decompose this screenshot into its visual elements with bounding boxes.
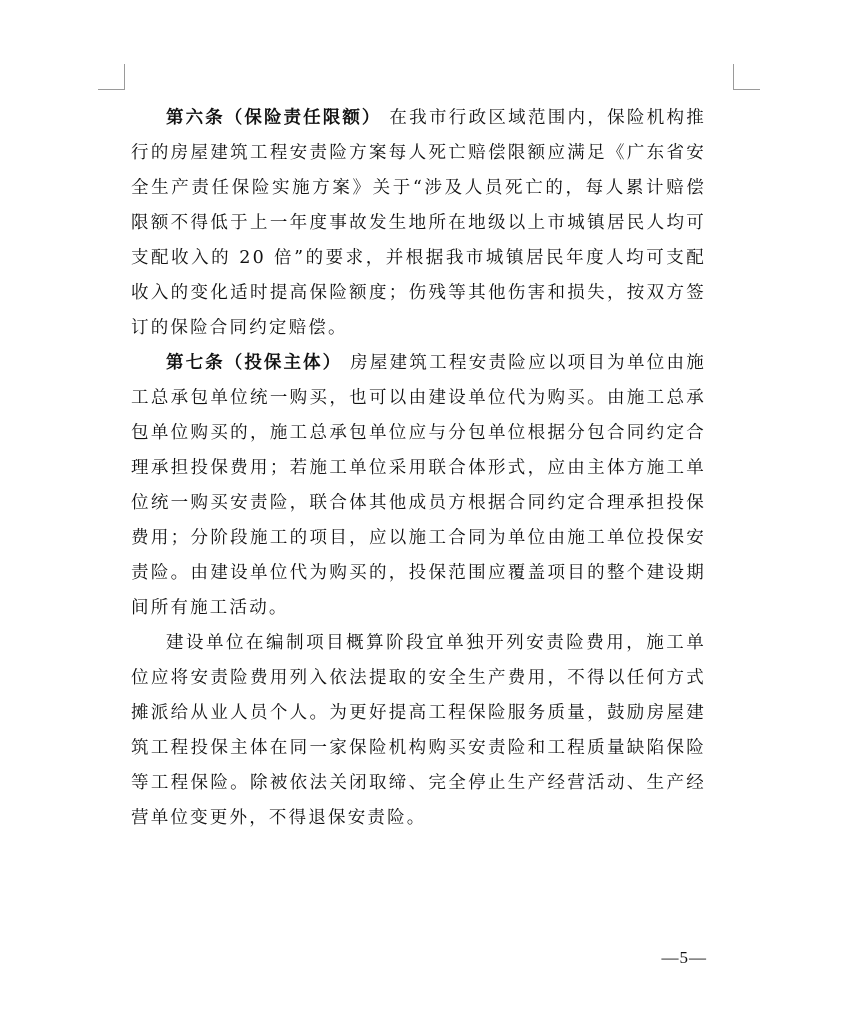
document-body xyxy=(131,101,706,836)
paragraph-article-6 xyxy=(131,101,706,346)
article-7-text: 房屋建筑工程安责险应以项目为单位由施工总承包单位统一购买，也可以由建设单位代为购买。由施工总承包单位购买的，施工总承包单位应与分包单位根据分包合同约定合理承担投保费用；若施工单位采用联合体形式，应由主体方施工单位统一购买安责险，联合体其他成员方根据合同约定合理承担投保费用；分阶段施工的项目，应以施工合同为单位由施工单位投保安责险。由建设单位代为购买的，投保范围应覆盖项目的整个建设期间所有施工活动。 xyxy=(131,353,706,618)
article-6-text: 在我市行政区域范围内，保险机构推行的房屋建筑工程安责险方案每人死亡赔偿限额应满足《广东省安全生产责任保险实施方案》关于“涉及人员死亡的，每人累计赔偿限额不得低于上一年度事故发生地所在地级以上市城镇居民人均可支配收入的 20 倍”的要求，并根据我市城镇居民年度人均可支配收入的变化适时提高保险额度；伤残等其他伤害和损失，按双方签订的保险合同约定赔偿。 xyxy=(131,108,706,338)
construction-unit-text: 建设单位在编制项目概算阶段宜单独开列安责险费用，施工单位应将安责险费用列入依法提取的安全生产费用，不得以任何方式摊派给从业人员个人。为更好提高工程保险服务质量，鼓励房屋建筑工程投保主体在同一家保险机构购买安责险和工程质量缺陷保险等工程保险。除被依法关闭取缔、完全停止生产经营活动、生产经营单位变更外，不得退保安责险。 xyxy=(131,633,706,828)
page-number: —5— xyxy=(661,948,707,967)
crop-mark-top-right-horizontal xyxy=(733,89,760,90)
paragraph-article-7 xyxy=(131,346,706,626)
crop-mark-top-right-vertical xyxy=(733,64,734,90)
paragraph-construction-unit xyxy=(131,626,706,836)
article-6-heading: 第六条（保险责任限额） xyxy=(166,108,382,128)
crop-mark-top-left-horizontal xyxy=(98,89,125,90)
crop-mark-top-left-vertical xyxy=(124,64,125,90)
article-7-heading: 第七条（投保主体） xyxy=(166,353,343,373)
